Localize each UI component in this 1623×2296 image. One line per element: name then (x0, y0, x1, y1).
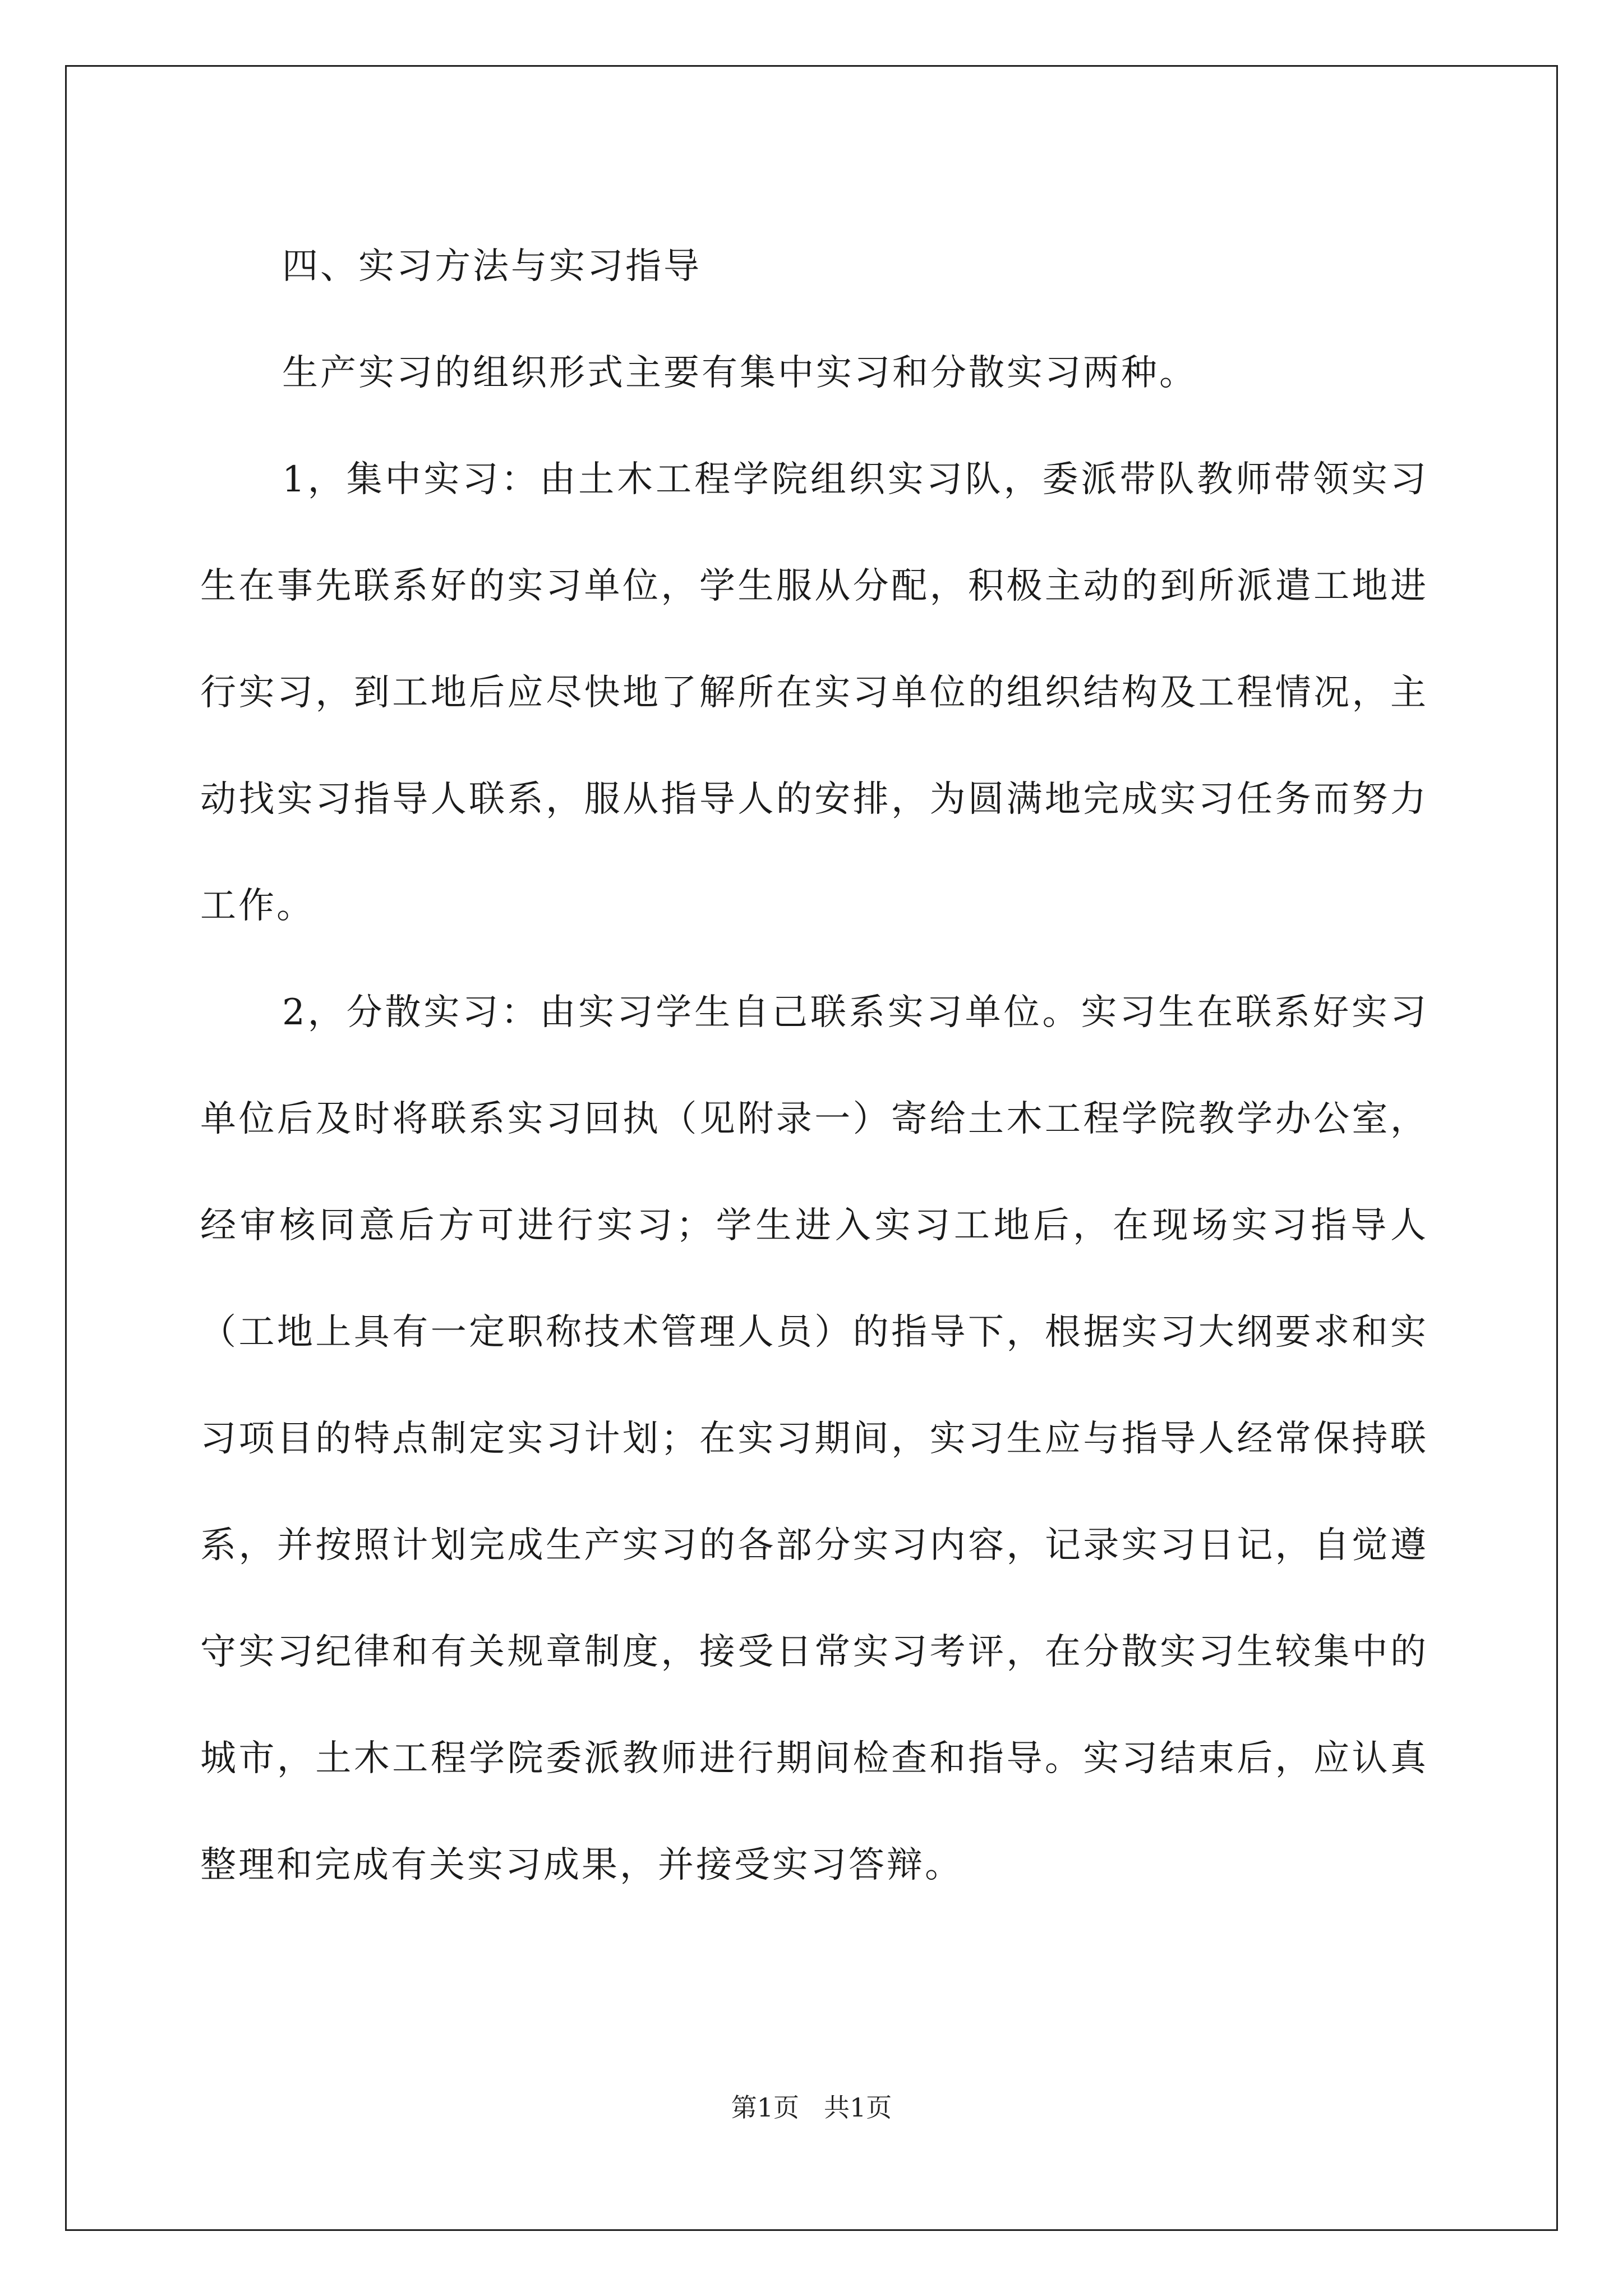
paragraph-centralized-internship: 1，集中实习：由土木工程学院组织实习队，委派带队教师带领实习生在事先联系好的实习单位，学生服从分配，积极主动的到所派遣工地进行实习，到工地后应尽快地了解所在实习单位的组织结构及工程情况，主动找实习指导人联系，服从指导人的安排，为圆满地完成实习任务而努力工作。 (200, 459, 1428, 927)
page-number: 第1页 (731, 2092, 800, 2123)
section-heading: 四、实习方法与实习指导 (282, 246, 702, 287)
page-total: 共1页 (823, 2092, 892, 2123)
paragraph-intro: 生产实习的组织形式主要有集中实习和分散实习两种。 (282, 352, 1197, 394)
page-footer (0, 2091, 1623, 2124)
paragraph-dispersed-internship: 2，分散实习：由实习学生自己联系实习单位。实习生在联系好实习单位后及时将联系实习回执（见附录一）寄给土木工程学院教学办公室，经审核同意后方可进行实习；学生进入实习工地后，在现场实习指导人（工地上具有一定职称技术管理人员）的指导下，根据实习大纲要求和实习项目的特点制定实习计划；在实习期间，实习生应与指导人经常保持联系，并按照计划完成生产实习的各部分实习内容，记录实习日记，自觉遵守实习纪律和有关规章制度，接受日常实习考评，在分散实习生较集中的城市，土木工程学院委派教师进行期间检查和指导。实习结束后，应认真整理和完成有关实习成果，并接受实习答辩。 (200, 992, 1428, 1886)
footer-gap (799, 2092, 824, 2123)
document-body (200, 213, 1428, 1918)
